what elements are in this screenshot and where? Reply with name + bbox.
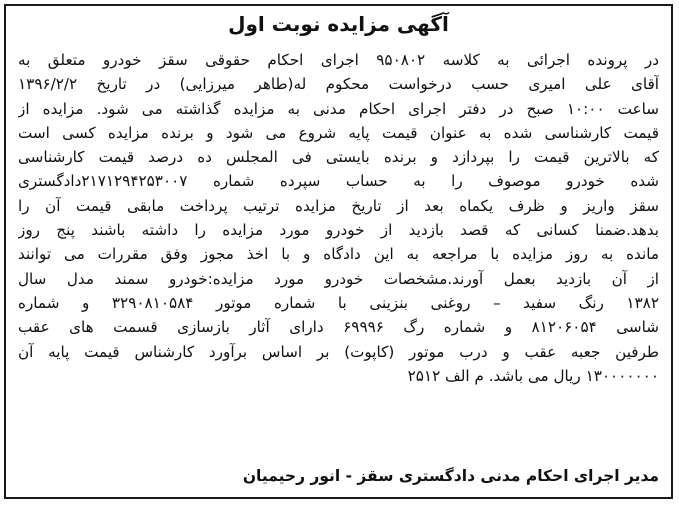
notice-title: آگهی مزایده نوبت اول [228,12,449,36]
notice-line: قیمت کارشناسی شده به عنوان قیمت پایه شروع می شود و برنده مزایده کسی است [18,123,659,142]
notice-frame [4,4,673,499]
notice-line: آقای علی امیری حسب درخواست محکوم له(طاهر میرزایی) در تاریخ ۱۳۹۶/۲/۲ [18,75,659,94]
notice-line: سقز واریز و ظرف یکماه بعد از تاریخ مزایده ترتیب پرداخت مابقی قیمت آن را [18,196,659,215]
notice-line: شاسی ۸۱۲۰۶۰۵۴ و شماره رگ ۶۹۹۹۶ دارای آثار بازسازی قسمت های عقب [18,318,659,337]
notice-signature: مدیر اجرای احکام مدنی دادگستری سقز - انور رحیمیان [242,467,659,485]
notice-line: در پرونده اجرائی به کلاسه ۹۵۰۸۰۲ اجرای احکام حقوقی سقز خودرو متعلق به [18,51,659,69]
notice-body [18,48,659,388]
notice-line: ۱۳۸۲ رنگ سفید – روغنی بنزینی با شماره موتور ۳۲۹۰۸۱۰۵۸۴ و شماره [18,293,659,312]
notice-line: مانده به روز مزایده با مراجعه به این دادگاه و با اخذ مجوز وفق مقررات می توانند [18,245,659,264]
notice-line: ۱۳۰۰۰۰۰۰۰ ریال می باشد. م الف ۲۵۱۲ [407,366,659,385]
notice-line: از آن بازدید بعمل آورند.مشخصات خودرو مورد مزایده:خودرو سمند مدل سال [18,269,659,288]
notice-line: بدهد.ضمنا کسانی که قصد بازدید از خودرو مورد مزایده را داشته باشند پنج روز [18,221,659,240]
notice-line: ساعت ۱۰:۰۰ صبح در دفتر اجرای احکام مدنی به مزایده گذاشته می شود. مزایده از [18,99,659,118]
notice-line: طرفین جعبه عقب و درب موتور (کاپوت) بر اساس برآورد کارشناس قیمت پایه آن [18,342,659,361]
notice-line: شده خودرو موصوف را به حساب سپرده شماره ۲۱۷۱۲۹۴۲۵۳۰۰۷دادگستری [18,172,659,191]
notice-line: که بالاترین قیمت را بپردازد و برنده بایستی فی المجلس ده درصد قیمت کارشناسی [18,148,659,167]
